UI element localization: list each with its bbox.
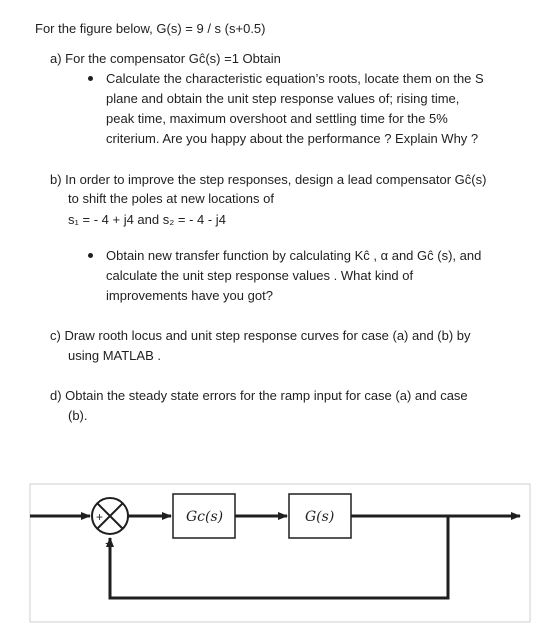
part-a-text-line: peak time, maximum overshoot and settling time for the 5% — [106, 111, 448, 126]
part-c-text-cont: using MATLAB . — [68, 348, 161, 363]
minus-sign: − — [105, 535, 114, 551]
part-a-text-line: Calculate the characteristic equation’s roots, locate them on the S — [106, 71, 484, 86]
pole-locations: s₁ = - 4 + j4 and s₂ = - 4 - j4 — [68, 212, 226, 227]
part-c-text: c) Draw rooth locus and unit step response curves for case (a) and (b) by — [50, 328, 471, 343]
part-a-heading: a) For the compensator Gĉ(s) =1 Obtain — [50, 51, 281, 66]
feedback-path — [110, 516, 448, 598]
part-b-heading: b) In order to improve the step responses, design a lead compensator Gĉ(s) — [50, 172, 487, 187]
plant-label: G(s) — [305, 509, 335, 525]
compensator-label: Gc(s) — [186, 509, 224, 525]
bullet-icon — [88, 253, 93, 258]
part-b-text-line: calculate the unit step response values . What kind of — [106, 268, 414, 283]
part-b-text-line: Obtain new transfer function by calculating Kĉ , α and Gĉ (s), and — [106, 248, 482, 263]
part-d-text-cont: (b). — [68, 408, 88, 423]
plus-sign: + — [96, 510, 104, 524]
part-a-text-line: plane and obtain the unit step response values of; rising time, — [106, 91, 460, 106]
bullet-icon — [88, 76, 93, 81]
block-diagram — [0, 470, 557, 639]
part-a-text-line: criterium. Are you happy about the performance ? Explain Why ? — [106, 131, 479, 146]
part-b-heading-cont: to shift the poles at new locations of — [68, 191, 274, 206]
part-b-text-line: improvements have you got? — [106, 288, 273, 303]
part-d-text: d) Obtain the steady state errors for the ramp input for case (a) and case — [50, 388, 468, 403]
problem-intro: For the figure below, G(s) = 9 / s (s+0.5) — [35, 21, 266, 36]
